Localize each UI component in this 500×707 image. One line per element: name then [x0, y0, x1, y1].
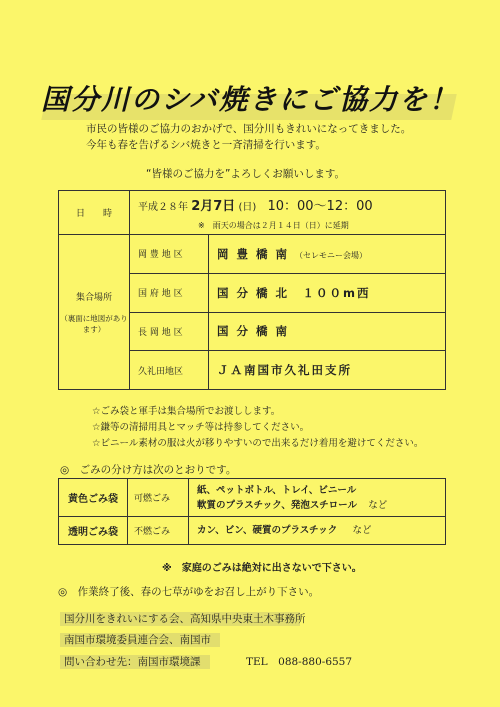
- area-name: 国 府 地 区: [130, 273, 209, 312]
- intro-line-2: 今年も春を告げるシバ焼きと一斉清掃を行います。: [86, 139, 326, 151]
- garbage-items: [189, 479, 446, 517]
- request-text: “皆様のご協力を”よろしくお願いします。: [146, 168, 346, 180]
- organizer-line-1: 国分川をきれいにする会、高知県中央東土木事務所: [64, 613, 306, 625]
- map-note: （裏面に地図があります）: [60, 313, 128, 334]
- sorting-row: [59, 479, 446, 517]
- area-name: 岡 豊 地 区: [130, 235, 209, 274]
- note-item: ☆鎌等の清掃用具とマッチ等は持参してください。: [92, 422, 310, 433]
- meeting-row: [59, 235, 446, 274]
- notes-list: [92, 404, 423, 452]
- garbage-kind: 可燃ごみ: [128, 479, 189, 517]
- items-line-2: [197, 498, 445, 513]
- meeting-place: [209, 235, 446, 274]
- note-item: ☆ごみ袋と軍手は集合場所でお渡しします。: [92, 406, 281, 417]
- date-label: 日 時: [59, 191, 130, 235]
- after-work-note: ◎ 作業終了後、春の七草がゆをお召し上がり下さい。: [58, 586, 320, 598]
- time-range: 10：00〜12：00: [267, 198, 373, 214]
- sorting-heading: ◎ ごみの分け方は次のとおりです。: [60, 464, 237, 476]
- meeting-place: 国 分 橋 北 １００m西: [209, 273, 446, 312]
- area-name: 長 岡 地 区: [130, 312, 209, 351]
- page-title: 国分川のシバ焼きにご協力を！: [40, 83, 460, 116]
- area-name: 久礼田地区: [130, 351, 209, 390]
- items-etc: など: [368, 499, 388, 511]
- title-block: [40, 78, 460, 124]
- intro-line-1: 市民の皆様のご協力のおかげで、国分川もきれいになってきました。: [86, 123, 412, 135]
- items-line: 紙、ペットボトル、トレイ、ビニール: [197, 484, 357, 496]
- place-sub: （セレモニー会場）: [295, 250, 368, 260]
- sorting-row: [59, 517, 446, 545]
- organizer-line-2: 南国市環境委員連合会、南国市: [64, 634, 211, 646]
- rain-note: ※ 雨天の場合は２月１４日（日）に延期: [198, 220, 349, 230]
- bag-type: 透明ごみ袋: [59, 517, 128, 545]
- note-item: ☆ビニール素材の服は火が移りやすいので出来るだけ着用を避けてください。: [92, 438, 424, 449]
- telephone-number: TEL 088-880-6557: [246, 656, 353, 668]
- meeting-place: ＪＡ南国市久礼田支所: [209, 351, 446, 390]
- date-cell: [130, 191, 446, 235]
- date-prefix: 平成２８年: [138, 201, 188, 213]
- date-day: (日): [238, 201, 257, 213]
- garbage-kind: 不燃ごみ: [128, 517, 189, 545]
- items-etc: など: [352, 525, 372, 536]
- items-text: 軟質のプラスチック、発泡スチロール: [197, 499, 357, 511]
- meeting-place: 国 分 橋 南: [209, 312, 446, 351]
- intro-text: [86, 121, 466, 153]
- schedule-table: [58, 190, 446, 390]
- place-name: 岡 豊 橋 南: [217, 246, 290, 261]
- sorting-table: [58, 478, 446, 545]
- bag-type: 黄色ごみ袋: [59, 479, 128, 517]
- contact-label: 問い合わせ先：南国市環境課: [64, 656, 201, 668]
- items-text: カン、ビン、硬質のプラスチック: [197, 525, 338, 536]
- meeting-label-cell: [59, 235, 130, 390]
- garbage-items: [189, 517, 446, 545]
- date-row: [59, 191, 446, 235]
- date-main: 2月7日: [191, 198, 236, 214]
- household-garbage-warning: ※ 家庭のごみは絶対に出さないで下さい。: [162, 563, 362, 574]
- meeting-label: 集合場所: [75, 292, 112, 303]
